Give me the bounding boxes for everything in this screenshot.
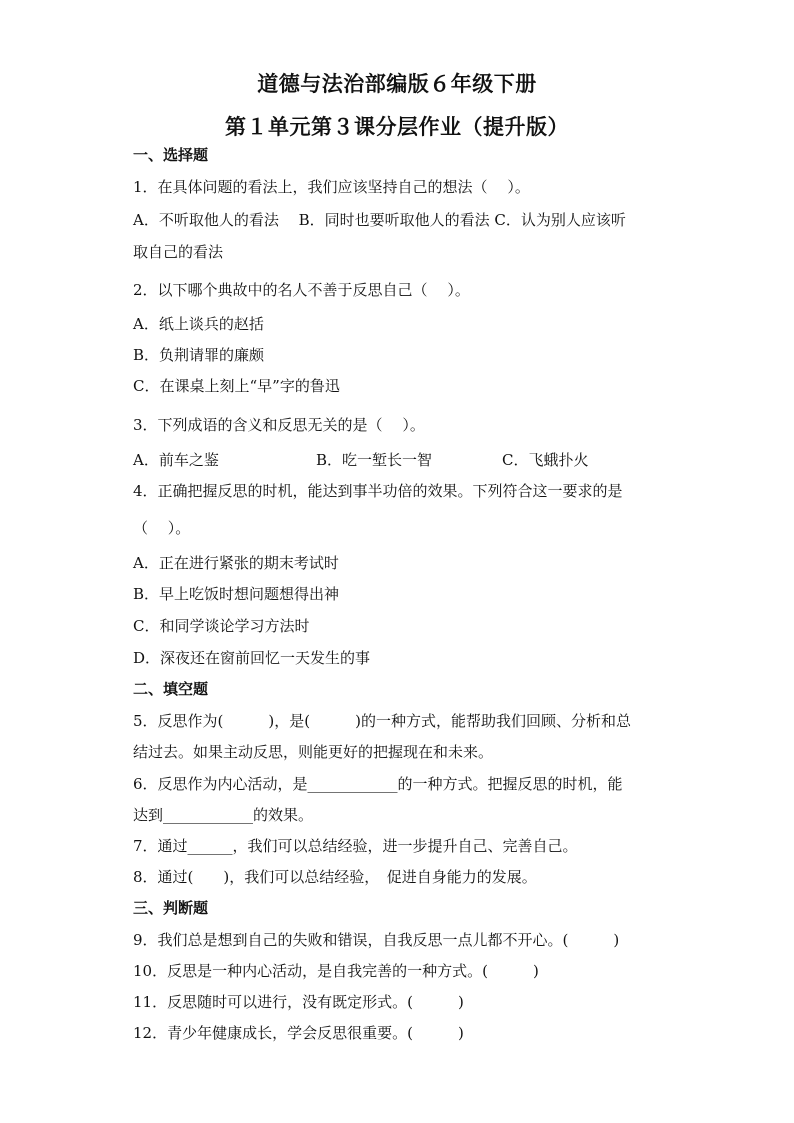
question-2-option-c: C．在课桌上刻上“早”字的鲁迅	[133, 377, 340, 395]
question-3-option-c: C．飞蛾扑火	[502, 451, 589, 469]
question-7: 7．通过______，我们可以总结经验，进一步提升自己、完善自己。	[133, 837, 578, 855]
question-4-option-a: A．正在进行紧张的期末考试时	[133, 554, 339, 572]
question-12: 12．青少年健康成长，学会反思很重要。( )	[133, 1024, 464, 1042]
section-heading-choice: 一、选择题	[133, 146, 209, 164]
section-heading-fill: 二、填空题	[133, 680, 209, 698]
question-2-option-b: B．负荆请罪的廉颇	[133, 346, 265, 364]
title-line-1: 道德与法治部编版６年级下册	[257, 72, 537, 96]
question-4-option-c: C．和同学谈论学习方法时	[133, 617, 310, 635]
question-1-stem: 1．在具体问题的看法上，我们应该坚持自己的想法（ ）。	[133, 178, 530, 196]
section-heading-judge: 三、判断题	[133, 899, 209, 917]
question-1-options: A．不听取他人的看法 B．同时也要听取他人的看法 C．认为别人应该听	[133, 211, 626, 229]
question-4-stem: 4．正确把握反思的时机，能达到事半功倍的效果。下列符合这一要求的是	[133, 482, 623, 500]
question-8: 8．通过( )，我们可以总结经验， 促进自身能力的发展。	[133, 868, 537, 886]
question-4-stem-cont: （ ）。	[133, 519, 191, 537]
question-2-option-a: A．纸上谈兵的赵括	[133, 315, 264, 333]
question-6-line-2: 达到____________的效果。	[133, 806, 314, 824]
question-4-option-d: D．深夜还在窗前回忆一天发生的事	[133, 649, 371, 667]
question-3-option-a: A．前车之鉴	[133, 451, 219, 469]
question-5-line-1: 5．反思作为( )，是( )的一种方式，能帮助我们回顾、分析和总	[133, 712, 631, 730]
question-2-stem: 2．以下哪个典故中的名人不善于反思自己（ ）。	[133, 281, 470, 299]
question-4-option-b: B．早上吃饭时想问题想得出神	[133, 585, 340, 603]
question-10: 10．反思是一种内心活动，是自我完善的一种方式。( )	[133, 962, 539, 980]
title-line-2: 第１单元第３课分层作业（提升版）	[225, 115, 569, 139]
question-11: 11．反思随时可以进行，没有既定形式。( )	[133, 993, 464, 1011]
question-5-line-2: 结过去。如果主动反思，则能更好的把握现在和未来。	[133, 743, 494, 761]
question-3-stem: 3．下列成语的含义和反思无关的是（ ）。	[133, 416, 425, 434]
question-6-line-1: 6．反思作为内心活动，是____________的一种方式。把握反思的时机，能	[133, 775, 623, 793]
question-9: 9．我们总是想到自己的失败和错误，自我反思一点儿都不开心。( )	[133, 931, 620, 949]
question-3-option-b: B．吃一堑长一智	[316, 451, 433, 469]
question-1-options-cont: 取自己的看法	[133, 243, 224, 261]
